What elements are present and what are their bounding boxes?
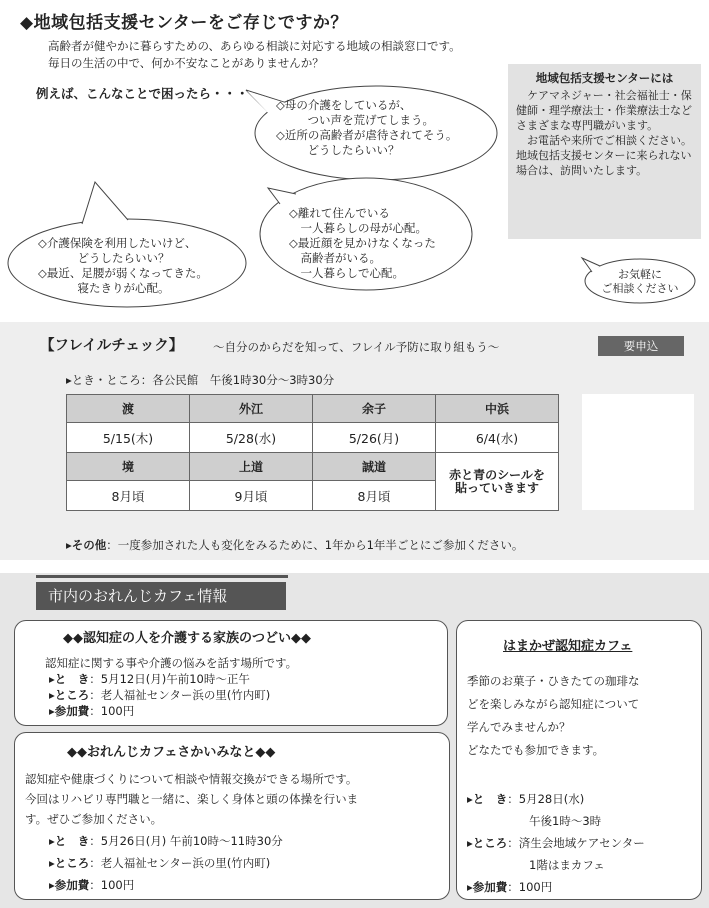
table-header-cell: 上道 [190,453,313,481]
card-when-time: 午後1時～3時 [529,814,602,828]
table-cell: 8月頃 [67,481,190,511]
card-title: ◆◆おれんじカフェさかいみなと◆◆ [67,745,276,760]
section-title: ◆地域包括支援センターをご存じですか？ [20,13,348,33]
invite-bubble-text: お気軽に ご相談ください [601,268,679,295]
example-heading: 例えば、こんなことで困ったら・・・ [36,86,249,101]
frailty-title: 【フレイルチェック】 [40,338,184,354]
table-cell: 5/26(月) [313,423,436,453]
card-fee: ▸参加費：100円 [467,880,553,894]
family-gathering-card [14,620,448,726]
frailty-schedule-table [66,394,559,511]
table-note-cell: 赤と青のシールを 貼っていきます [436,453,559,511]
table-cell: 9月頃 [190,481,313,511]
card-when: ▸と き：5月26日(月) 午前10時～11時30分 [49,834,283,848]
card-description: どを楽しみながら認知症について [467,697,640,711]
card-when: ▸と き：5月12日(月)午前10時～正午 [49,672,250,686]
intro-line-1: 高齢者が健やかに暮らすための、あらゆる相談に対応する地域の相談窓口です。 [48,39,461,53]
table-cell: 5/15(木) [67,423,190,453]
card-fee: ▸参加費：100円 [49,878,135,892]
card-description: 認知症に関する事や介護の悩みを話す場所です。 [45,656,298,670]
intro-line-2: 毎日の生活の中で、何か不安なことがありませんか？ [48,56,324,70]
bubble-living-alone: ◇離れて住んでいる 一人暮らしの母が心配。 ◇最近顔を見かけなくなった 高齢者がいる。 一人暮らしで心配。 [289,206,436,280]
card-title: はまかぜ認知症カフェ [503,639,633,654]
card-description: 学んでみませんか？ [467,720,571,734]
card-description: 季節のお菓子・ひきたての珈琲な [467,674,640,688]
cafe-section-header: 市内のおれんじカフェ情報 [36,582,286,610]
card-description: す。ぜひご参加ください。 [25,812,163,826]
table-cell: 8月頃 [313,481,436,511]
info-box [508,64,701,239]
table-cell: 6/4(水) [436,423,559,453]
frailty-other-note [66,537,523,553]
info-box-body-2: お電話や来所でご相談ください。地域包括支援センターに来られない場合は、訪問いたします。 [516,134,692,177]
info-box-body-1: ケアマネジャー・社会福祉士・保健師・理学療法士・作業療法士などさまざまな専門職がいます。 [516,89,692,132]
table-header-cell: 渡 [67,395,190,423]
section-header-rule [36,575,288,578]
card-where: ▸ところ：済生会地域ケアセンター [467,836,645,850]
card-fee: ▸参加費：100円 [49,704,135,718]
hamakaze-cafe-card [456,620,702,900]
frailty-when-where: ▸とき・ところ：各公民館 午後1時30分～3時30分 [66,373,335,387]
table-header-cell: 余子 [313,395,436,423]
registration-required-badge: 要申込 [598,336,684,356]
other-label: ▸その他 [66,538,107,552]
card-description: 認知症や健康づくりについて相談や情報交換ができる場所です。 [25,772,358,786]
bubble-care-insurance: ◇介護保険を利用したいけど、 どうしたらいい？ ◇最近、足腰が弱くなってきた。 寝たきりが心配。 [38,236,208,295]
card-title: ◆◆認知症の人を介護する家族のつどい◆◆ [63,631,311,646]
frailty-subtitle: ～自分のからだを知って、フレイル予防に取り組もう～ [213,340,500,354]
card-where-detail: 1階はまカフェ [529,858,605,872]
card-where: ▸ところ：老人福祉センター浜の里(竹内町) [49,856,271,870]
other-text: ：一度参加された人も変化をみるために、1年から1年半ごとにご参加ください。 [106,538,524,552]
table-header-cell: 誠道 [313,453,436,481]
table-cell: 5/28(水) [190,423,313,453]
table-header-cell: 中浜 [436,395,559,423]
orange-cafe-sakaiminato-card [14,732,450,900]
bubble-parent-care: ◇母の介護をしているが、 つい声を荒げてしまう。 ◇近所の高齢者が虐待されてそう。 どうしたらいい？ [276,98,458,157]
table-header-cell: 境 [67,453,190,481]
card-description: どなたでも参加できます。 [467,743,605,757]
table-header-cell: 外江 [190,395,313,423]
info-box-title: 地域包括支援センターには [535,71,674,85]
image-placeholder [582,394,694,510]
card-when: ▸と き：5月28日(水) [467,792,585,806]
card-description: 今回はリハビリ専門職と一緒に、楽しく身体と頭の体操を行いま [25,792,359,806]
card-where: ▸ところ：老人福祉センター浜の里(竹内町) [49,688,271,702]
